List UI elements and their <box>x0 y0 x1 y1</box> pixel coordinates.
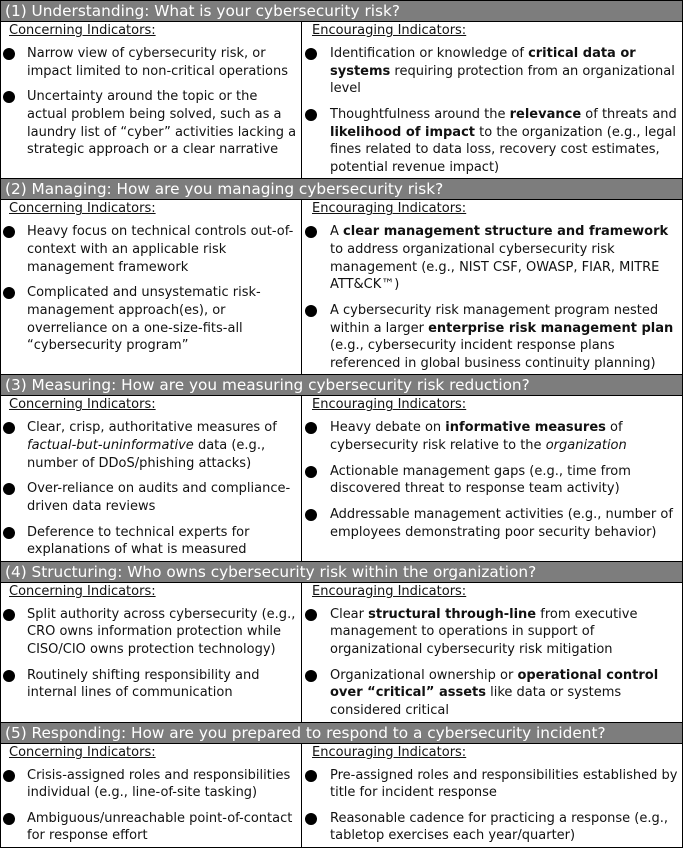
section-columns <box>1 22 682 179</box>
bullet-icon <box>305 509 317 521</box>
section-columns <box>1 200 682 375</box>
encouraging-heading: Encouraging Indicators: <box>312 23 467 38</box>
indicator-text: Deference to technical experts for explanations of what is measured <box>27 524 250 558</box>
encouraging-heading: Encouraging Indicators: <box>312 397 467 413</box>
indicator-text: Heavy focus on technical controls out-of-context with an applicable risk management framework <box>27 224 294 275</box>
indicator-text: Clear, crisp, authoritative measures of factual-but-uninformative data (e.g., number of DDoS/phishing attacks) <box>27 420 277 471</box>
bullet-icon <box>3 91 15 103</box>
bullet-icon <box>305 422 317 434</box>
concerning-heading: Concerning Indicators: <box>9 397 156 413</box>
list-item <box>302 463 682 498</box>
indicator-text: Routinely shifting responsibility and internal lines of communication <box>27 667 260 701</box>
bullet-icon <box>3 287 15 299</box>
concerning-column <box>1 744 302 848</box>
section-3 <box>1 375 682 561</box>
indicator-text: Uncertainty around the topic or the actual problem being solved, such as a laundry list of “cyber” activities lacking a strategic approach or a clear narrative <box>27 89 297 158</box>
indicator-text: Addressable management activities (e.g., number of employees demonstrating poor security behavior) <box>330 506 673 540</box>
bullet-icon <box>3 422 15 434</box>
bullet-icon <box>305 48 317 60</box>
concerning-heading: Concerning Indicators: <box>9 583 156 599</box>
encouraging-list <box>302 767 682 848</box>
bullet-icon <box>305 770 317 782</box>
indicator-text: A clear management structure and framework to address organizational cybersecurity risk management (e.g., NIST CSF, OWASP, FIAR, MITRE ATT&CK™) <box>330 224 669 293</box>
list-item <box>1 88 301 159</box>
list-item <box>1 223 301 276</box>
indicator-text: Ambiguous/unreachable point-of-contact for response effort <box>27 810 293 844</box>
bullet-icon <box>305 609 317 621</box>
list-item <box>1 45 301 80</box>
list-item <box>302 667 682 720</box>
indicator-text: Complicated and unsystematic risk-management approach(es), or overreliance on a one-size-fits-all “cybersecurity program” <box>27 285 261 354</box>
list-item <box>302 106 682 177</box>
encouraging-list <box>302 419 682 543</box>
bullet-icon <box>305 305 317 317</box>
concerning-list <box>1 419 301 560</box>
encouraging-column <box>302 744 682 848</box>
concerning-list <box>1 45 301 161</box>
indicator-text: Crisis-assigned roles and responsibilities individual (e.g., line-of-site tasking) <box>27 767 291 801</box>
encouraging-column <box>302 200 682 374</box>
list-item <box>302 302 682 373</box>
list-item <box>302 45 682 98</box>
bullet-icon <box>305 813 317 825</box>
indicator-text: Over-reliance on audits and compliance-driven data reviews <box>27 481 291 514</box>
concerning-heading: Concerning Indicators: <box>9 201 156 217</box>
section-title: (5) Responding: How are you prepared to respond to a cybersecurity incident? <box>1 723 682 744</box>
concerning-column <box>1 22 302 178</box>
list-item <box>1 524 301 559</box>
indicator-text: Reasonable cadence for practicing a response (e.g., tabletop exercises each year/quarter) <box>330 810 669 844</box>
list-item <box>302 419 682 454</box>
bullet-icon <box>3 770 15 782</box>
section-title: (4) Structuring: Who owns cybersecurity risk within the organization? <box>1 562 682 583</box>
bullet-icon <box>305 466 317 478</box>
encouraging-list <box>302 606 682 722</box>
indicator-text: Identification or knowledge of critical data or systems requiring protection from an organizational level <box>330 46 675 97</box>
encouraging-heading: Encouraging Indicators: <box>312 583 467 599</box>
list-item <box>1 284 301 355</box>
section-columns <box>1 396 682 561</box>
bullet-icon <box>3 226 15 238</box>
encouraging-column <box>302 396 682 560</box>
list-item <box>302 506 682 541</box>
concerning-list <box>1 767 301 848</box>
concerning-heading: Concerning Indicators: <box>9 23 156 38</box>
bullet-icon <box>305 670 317 682</box>
section-1 <box>1 1 682 179</box>
section-columns <box>1 744 682 848</box>
section-title: (3) Measuring: How are you measuring cybersecurity risk reduction? <box>1 375 682 396</box>
indicator-text: A cybersecurity risk management program nested within a larger enterprise risk management plan (e.g., cybersecurity incident response plans referenced in global business continuity planning) <box>330 302 674 371</box>
encouraging-list <box>302 45 682 178</box>
indicator-text: Organizational ownership or operational control over “critical” assets like data or systems considered critical <box>330 667 659 718</box>
list-item <box>1 606 301 659</box>
concerning-column <box>1 396 302 560</box>
encouraging-heading: Encouraging Indicators: <box>312 744 467 760</box>
indicator-text: Heavy debate on informative measures of cybersecurity risk relative to the organization <box>330 420 627 453</box>
encouraging-heading: Encouraging Indicators: <box>312 201 467 217</box>
section-4 <box>1 562 682 723</box>
list-item <box>1 419 301 472</box>
concerning-list <box>1 606 301 704</box>
list-item <box>302 810 682 845</box>
list-item <box>1 480 301 515</box>
concerning-list <box>1 223 301 356</box>
concerning-heading: Concerning Indicators: <box>9 744 156 760</box>
list-item <box>1 667 301 702</box>
bullet-icon <box>3 483 15 495</box>
list-item <box>1 767 301 802</box>
encouraging-column <box>302 22 682 178</box>
indicator-text: Clear structural through-line from executive management to operations in support of organizational cybersecurity risk mitigation <box>330 606 638 657</box>
list-item <box>302 767 682 802</box>
bullet-icon <box>305 226 317 238</box>
list-item <box>302 606 682 659</box>
bullet-icon <box>3 48 15 60</box>
indicator-text: Narrow view of cybersecurity risk, or impact limited to non-critical operations <box>27 46 289 79</box>
list-item <box>302 223 682 294</box>
indicator-text: Actionable management gaps (e.g., time from discovered threat to response team activity) <box>330 463 631 497</box>
section-columns <box>1 583 682 723</box>
encouraging-column <box>302 583 682 722</box>
encouraging-list <box>302 223 682 374</box>
indicator-text: Pre-assigned roles and responsibilities established by title for incident response <box>330 767 678 801</box>
bullet-icon <box>3 670 15 682</box>
indicator-text: Thoughtfulness around the relevance of threats and likelihood of impact to the organization (e.g., legal fines related to data loss, recovery cost estimates, potential revenue impact) <box>330 106 677 175</box>
section-title: (1) Understanding: What is your cybersecurity risk? <box>1 1 682 22</box>
bullet-icon <box>3 609 15 621</box>
list-item <box>1 810 301 845</box>
concerning-column <box>1 200 302 374</box>
bullet-icon <box>305 109 317 121</box>
section-5 <box>1 723 682 848</box>
section-2 <box>1 179 682 375</box>
bullet-icon <box>3 813 15 825</box>
indicator-text: Split authority across cybersecurity (e.g., CRO owns information protection while CISO/CIO owns protection technology) <box>27 606 296 657</box>
concerning-column <box>1 583 302 722</box>
section-title: (2) Managing: How are you managing cybersecurity risk? <box>1 179 682 200</box>
bullet-icon <box>3 527 15 539</box>
